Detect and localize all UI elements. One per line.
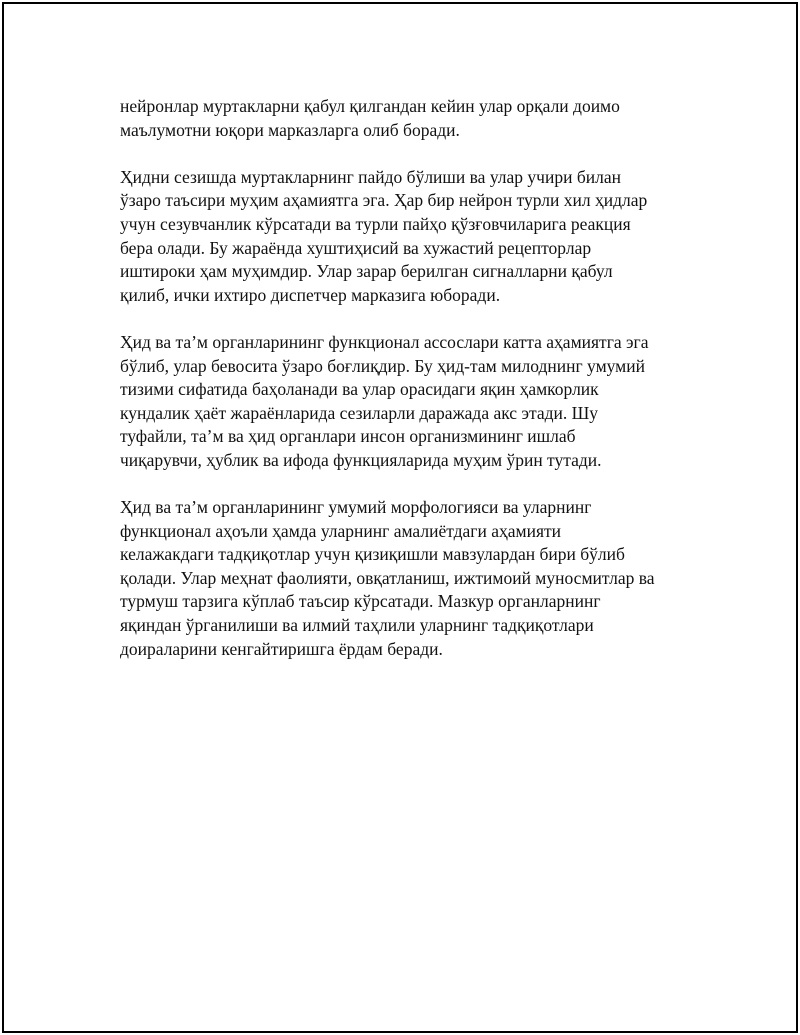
text-line: иштироки ҳам муҳимдир. Улар зарар берилган сигналларни қабул	[120, 261, 613, 282]
text-line: бера олади. Бу жараёнда хуштиҳисий ва хужастий рецепторлар	[120, 237, 592, 258]
paragraph-2	[120, 166, 700, 308]
paragraph-1	[120, 95, 700, 142]
text-line: функционал аҳоъли ҳамда уларнинг амалиётдаги аҳамияти	[120, 520, 562, 541]
paragraph-3	[120, 331, 700, 473]
document-page	[2, 2, 798, 1033]
text-line: Ҳид ва та’м органларининг функционал ассослари катта аҳамиятга эга	[120, 331, 649, 352]
text-line: келажакдаги тадқиқотлар учун қизиқишли мавзулардан бири бўлиб	[120, 544, 625, 565]
text-line: яқиндан ўрганилиши ва илмий таҳлили уларнинг тадқиқотлари	[120, 615, 594, 636]
text-line: бўлиб, улар бевосита ўзаро боғлиқдир. Бу ҳид-там милоднинг умумий	[120, 355, 645, 376]
text-line: қолади. Улар меҳнат фаолияти, овқатланиш, ижтимоий муносмитлар ва	[120, 567, 655, 588]
text-line: қилиб, ички ихтиро диспетчер марказига юборади.	[120, 284, 501, 305]
text-line: тизими сифатида баҳоланади ва улар орасидаги яқин ҳамкорлик	[120, 379, 599, 400]
text-line: нейронлар муртакларни қабул қилгандан кейин улар орқали доимо	[120, 96, 620, 116]
text-line: ўзаро таъсири муҳим аҳамиятга эга. Ҳар бир нейрон турли хил ҳидлар	[120, 190, 648, 211]
text-line: маълумотни юқори марказларга олиб боради.	[120, 119, 460, 140]
text-line: учун сезувчанлик кўрсатади ва турли пайҳо қўзғовчиларига реакция	[120, 213, 631, 234]
text-line: Ҳид ва та’м органларининг умумий морфологияси ва уларнинг	[120, 497, 592, 518]
text-line: доираларини кенгайтиришга ёрдам беради.	[120, 638, 443, 659]
text-line: турмуш тарзига кўплаб таъсир кўрсатади. Мазкур органларнинг	[120, 591, 601, 612]
text-line: туфайли, та’м ва ҳид органлари инсон организмининг ишлаб	[120, 426, 576, 447]
text-line: Ҳидни сезишда муртакларнинг пайдо бўлиши ва улар учири билан	[120, 166, 621, 187]
document-body	[120, 95, 700, 685]
paragraph-4	[120, 496, 700, 661]
text-line: кундалик ҳаёт жараёнларида сезиларли даражада акс этади. Шу	[120, 402, 599, 423]
text-line: чиқарувчи, ҳублик ва ифода функцияларида муҳим ўрин тутади.	[120, 449, 602, 470]
